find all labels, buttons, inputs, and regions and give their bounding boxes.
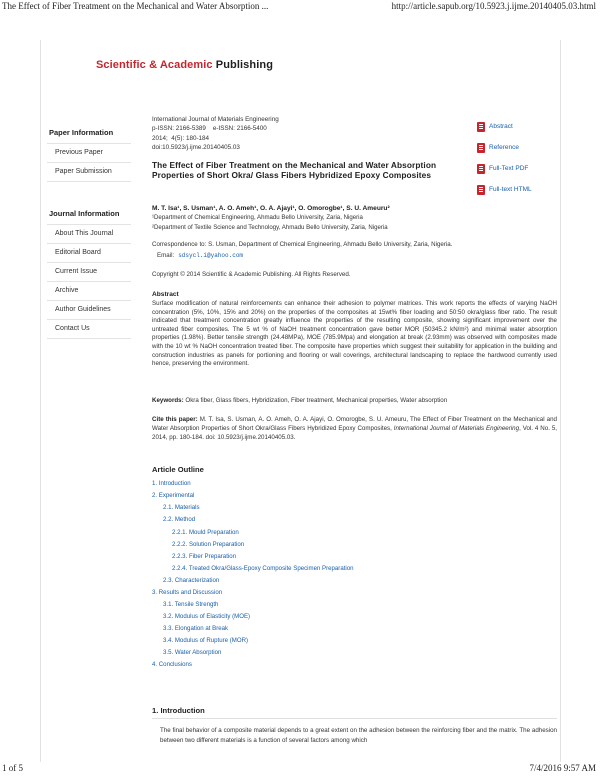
- affiliation-1: ¹Department of Chemical Engineering, Ahmadu Bello University, Zaria, Nigeria: [152, 214, 363, 221]
- print-header-title: The Effect of Fiber Treatment on the Mechanical and Water Absorption ...: [2, 1, 269, 11]
- affiliation-2: ²Department of Textile Science and Technology, Ahmadu Bello University, Zaria, Nigeria: [152, 224, 388, 231]
- toc-mor[interactable]: 3.4. Modulus of Rupture (MOR): [163, 637, 249, 644]
- abstract-link[interactable]: [477, 122, 553, 138]
- cite-paper: [152, 416, 557, 442]
- journal-doi: doi:10.5923/j.ijme.20140405.03: [152, 143, 240, 151]
- toc-method[interactable]: 2.2. Method: [163, 516, 196, 523]
- logo-ampersand: &: [149, 59, 160, 71]
- toc-results[interactable]: 3. Results and Discussion: [152, 589, 223, 596]
- copyright: Copyright © 2014 Scientific & Academic Publishing. All Rights Reserved.: [152, 271, 351, 278]
- print-datetime: 7/4/2016 9:57 AM: [529, 763, 596, 773]
- article-title: The Effect of Fiber Treatment on the Mechanical and Water Absorption Properties of Short Okra/ Glass Fibers Hybridized Epoxy Composites: [152, 160, 437, 180]
- keywords-label: Keywords:: [152, 397, 184, 404]
- correspondence: Correspondence to: S. Usman, Department of Chemical Engineering, Ahmadu Bello University, Zaria, Nigeria.: [152, 241, 453, 248]
- author-list: M. T. Isa¹, S. Usman¹, A. O. Ameh¹, O. A. Ajayi¹, O. Omorogbe¹, S. U. Ameuru²: [152, 205, 390, 212]
- toc-characterization[interactable]: 2.3. Characterization: [163, 577, 220, 584]
- previous-paper-link[interactable]: Previous Paper: [47, 144, 131, 163]
- email-line: [157, 252, 243, 259]
- journal-issn: p-ISSN: 2166-5389 e-ISSN: 2166-5400: [152, 125, 267, 133]
- editorial-board-link[interactable]: Editorial Board: [47, 244, 131, 263]
- pdf-icon: [477, 164, 485, 174]
- html-icon: [477, 185, 485, 195]
- contact-us-link[interactable]: Contact Us: [47, 320, 131, 339]
- document-icon: [477, 122, 485, 132]
- paper-submission-link[interactable]: Paper Submission: [47, 163, 131, 182]
- document-icon: [477, 143, 485, 153]
- toc-specimen-preparation[interactable]: 2.2.4. Treated Okra/Glass-Epoxy Composite Specimen Preparation: [172, 565, 354, 572]
- reference-link-label: Reference: [489, 144, 519, 151]
- logo-word-scientific: Scientific: [96, 59, 150, 71]
- full-text-pdf-link[interactable]: [477, 164, 553, 180]
- journal-name: International Journal of Materials Engineering: [152, 116, 279, 123]
- outline-heading: Article Outline: [152, 465, 204, 474]
- journal-info-panel: [47, 209, 131, 339]
- journal-issue: 2014; 4(5): 180-184: [152, 134, 210, 142]
- email-address[interactable]: sdsycl.i@yahoo.com: [178, 252, 244, 259]
- print-header-url: http://article.sapub.org/10.5923.j.ijme.20140405.03.html: [391, 1, 596, 11]
- journal-info-title: Journal Information: [47, 209, 131, 225]
- abstract-text: Surface modification of natural reinforcements can enhance their adhesion to polymer matrices. This work reports the effects of varying NaOH concentration (5%, 10%, 15% and 20%) on the properties of the composites at 15wt% fiber loading and 50:50 okra/glass fiber ratio. The result indicated that treatment concentration greatly influence the properties of the resulting composite, showing significant improvement over the untreated fiber composites. The 5 wt % of NaOH treatment concentration gave better MOR (50345.2 kN/m²) and minimal water absorption properties (1.98%). Better tensile strength (24.48MPa), MOE (785.9Mpa) and elongation at break (2.93mm) was observed with composites made with the 10 wt % NaOH concentration treated fiber. The composite have properties which suggest their suitability for application in the building and construction industries as panels for portioning and flooring or wall coverings, architectural landscaping to replace the hardwood currently used hence, preserving the environment.: [152, 300, 557, 368]
- article-actions: [477, 122, 553, 206]
- toc-materials[interactable]: 2.1. Materials: [163, 504, 200, 511]
- full-text-pdf-label: Full-Text PDF: [489, 165, 529, 172]
- abstract-link-label: Abstract: [489, 123, 513, 130]
- toc-fiber-preparation[interactable]: 2.2.3. Fiber Preparation: [172, 553, 237, 560]
- current-issue-link[interactable]: Current Issue: [47, 263, 131, 282]
- archive-link[interactable]: Archive: [47, 282, 131, 301]
- cite-label: Cite this paper:: [152, 416, 198, 423]
- author-guidelines-link[interactable]: Author Guidelines: [47, 301, 131, 320]
- full-text-html-link[interactable]: [477, 185, 553, 201]
- print-footer: [0, 762, 600, 776]
- introduction-text: The final behavior of a composite material depends to a great extent on the adhesion between the reinforcing fiber and the matrix. The adhesion between two different materials is a function of several factors among which: [160, 727, 557, 744]
- cite-rest: , Vol. 4 No. 5, 2014, pp. 180-184. doi: 10.5923/j.ijme.20140405.03.: [152, 424, 557, 441]
- toc-tensile-strength[interactable]: 3.1. Tensile Strength: [163, 601, 219, 608]
- toc-mould-preparation[interactable]: 2.2.1. Mould Preparation: [172, 529, 239, 536]
- toc-water-absorption[interactable]: 3.5. Water Absorption: [163, 649, 222, 656]
- toc-experimental[interactable]: 2. Experimental: [152, 492, 195, 499]
- abstract-heading: Abstract: [152, 291, 179, 298]
- toc-moe[interactable]: 3.2. Modulus of Elasticity (MOE): [163, 613, 251, 620]
- toc-introduction[interactable]: 1. Introduction: [152, 480, 191, 487]
- keywords: [152, 397, 447, 404]
- toc-solution-preparation[interactable]: 2.2.2. Solution Preparation: [172, 541, 245, 548]
- email-label: Email:: [157, 252, 175, 259]
- logo-word-publishing: Publishing: [215, 59, 274, 71]
- reference-link[interactable]: [477, 143, 553, 159]
- toc-elongation[interactable]: 3.3. Elongation at Break: [163, 625, 229, 632]
- full-text-html-label: Full-text HTML: [489, 186, 532, 193]
- toc-conclusions[interactable]: 4. Conclusions: [152, 661, 192, 668]
- paper-info-title: Paper Information: [47, 128, 131, 144]
- cite-journal: International Journal of Materials Engineering: [393, 424, 520, 432]
- paper-info-panel: [47, 128, 131, 182]
- about-journal-link[interactable]: About This Journal: [47, 225, 131, 244]
- introduction-heading: 1. Introduction: [152, 706, 557, 719]
- keywords-text: Okra fiber, Glass fibers, Hybridization, Fiber treatment, Mechanical properties, Water absorption: [185, 397, 448, 404]
- print-header: [0, 0, 600, 14]
- cite-text: M. T. Isa, S. Usman, A. O. Ameh, O. A. Ajayi, O. Omorogbe, S. U. Ameuru, The Effect of Fiber Treatment on the Mechanical and Water Absorption Properties of Short Okra/Glass Fibers Hybridized Epoxy Composites,: [152, 416, 557, 432]
- logo-word-academic: Academic: [159, 59, 216, 71]
- page-count: 1 of 5: [2, 763, 23, 773]
- journal-meta: [152, 115, 279, 152]
- publisher-logo[interactable]: [96, 59, 273, 71]
